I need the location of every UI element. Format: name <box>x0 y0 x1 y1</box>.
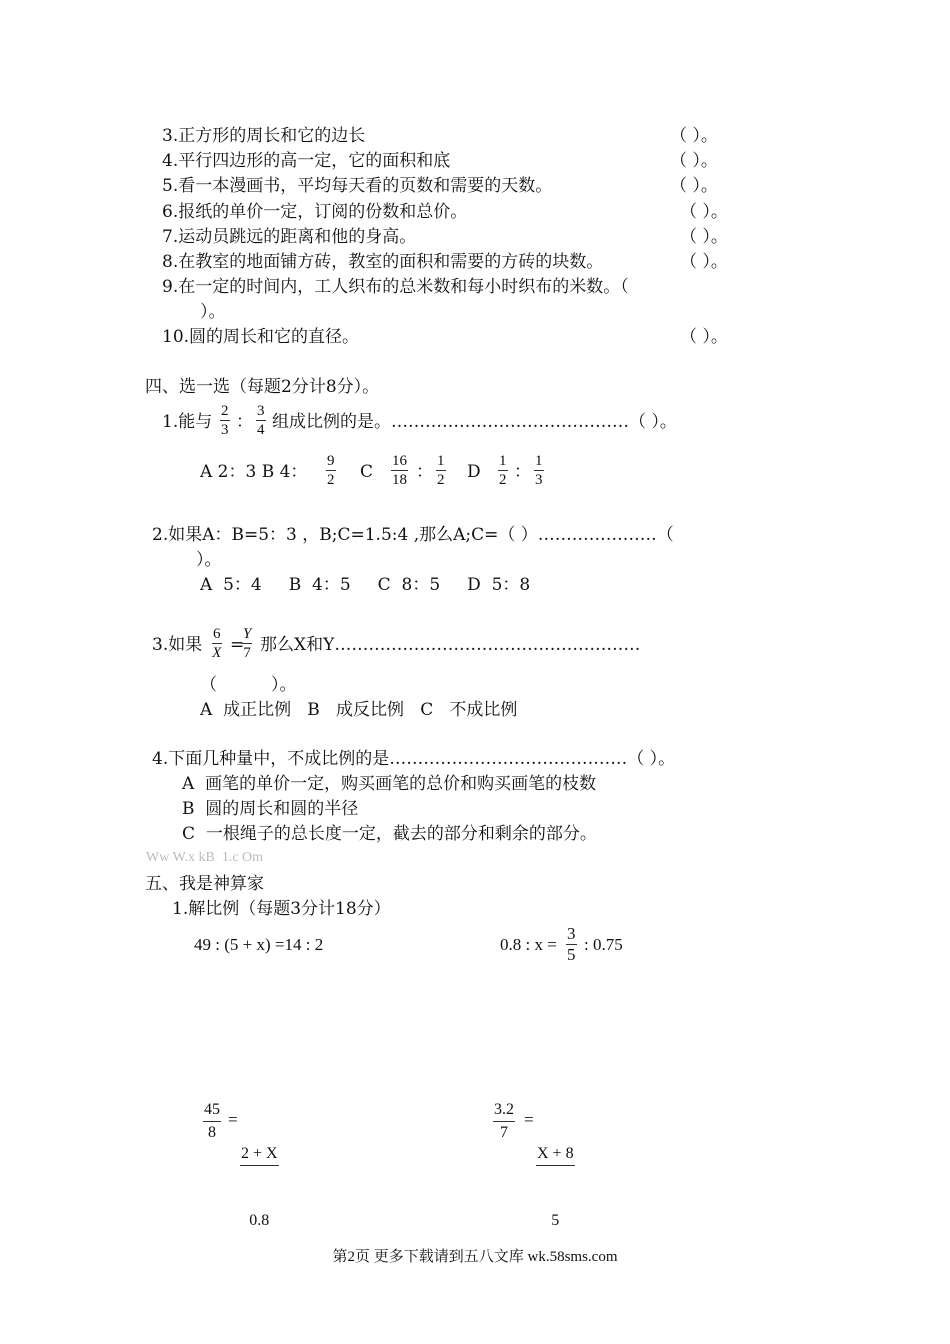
eq2-den: 5 <box>567 945 576 964</box>
item-9-answer: ）。 <box>200 302 226 322</box>
q1-f1-den: 3 <box>221 422 229 438</box>
eq2-num: 3 <box>567 924 576 943</box>
item-6: 6.报纸的单价一定，订阅的份数和总价。 <box>162 202 468 222</box>
q3-equals: = <box>230 635 245 655</box>
q3-options: A 成正比例 B 成反比例 C 不成比例 <box>200 700 518 720</box>
section-4-heading: 四、选一选（每题2分计8分）。 <box>145 377 380 397</box>
q1-f1-num: 2 <box>221 403 229 419</box>
q1-suffix: 组成比例的是。……………………………………（ ）。 <box>272 412 677 432</box>
q1-optC-den2: 2 <box>437 472 445 488</box>
q1-optB-den: 2 <box>327 472 335 488</box>
eq3-lhs-den: 8 <box>208 1124 216 1141</box>
eq4-rhs-den: 5 <box>551 1212 560 1229</box>
q1-optD-den1: 2 <box>499 472 507 488</box>
q1-optD-fraction-2 <box>534 452 544 489</box>
item-4: 4.平行四边形的高一定，它的面积和底 <box>162 151 451 171</box>
watermark: Ww W.x kB 1.c Om <box>146 850 264 865</box>
equation-4-equals: = <box>524 1110 534 1129</box>
q1-fraction-2 <box>256 402 266 439</box>
section-5-subheading: 1.解比例（每题3分计18分） <box>172 899 391 919</box>
eq4-lhs-den: 7 <box>500 1124 508 1141</box>
q2-answer: ）。 <box>196 550 222 570</box>
equation-3-lhs <box>203 1099 221 1144</box>
item-8: 8.在教室的地面铺方砖，教室的面积和需要的方砖的块数。 <box>162 252 604 272</box>
q1-optC-fraction-2 <box>436 452 446 489</box>
q3-f1-den: X <box>212 645 222 661</box>
q1-prefix: 1.能与 <box>162 412 213 432</box>
q3-f1-num: 6 <box>213 626 221 642</box>
item-10: 10.圆的周长和它的直径。 <box>162 327 360 347</box>
q1-optD-num2: 1 <box>535 453 543 469</box>
section-5-heading: 五、我是神算家 <box>145 874 264 894</box>
item-10-answer: （ ）。 <box>680 327 728 347</box>
q1-optC-den1: 18 <box>392 472 407 488</box>
q1-optC-label: C <box>360 462 374 482</box>
q4-option-b: B 圆的周长和圆的半径 <box>182 799 359 819</box>
q1-optC-colon: ： <box>416 462 433 482</box>
item-4-answer: （ ）。 <box>670 151 718 171</box>
eq4-lhs-num: 3.2 <box>493 1099 515 1122</box>
q1-options-ab: A 2：3 B 4： <box>200 462 308 482</box>
q1-fraction-1 <box>220 402 230 439</box>
q1-optB-num: 9 <box>327 453 335 469</box>
q3-f2-num: Y <box>243 626 252 642</box>
q3-suffix: 那么X和Y……………………………………………… <box>260 635 641 655</box>
q4-option-a: A 画笔的单价一定，购买画笔的总价和购买画笔的枝数 <box>182 774 597 794</box>
q3-fraction-2 <box>242 625 252 662</box>
item-6-answer: （ ）。 <box>680 202 728 222</box>
q1-colon: ： <box>236 412 253 432</box>
equation-4-lhs <box>493 1099 515 1144</box>
q3-fraction-1 <box>212 625 222 662</box>
q1-optD-label: D <box>467 462 481 482</box>
equation-2-fraction <box>566 924 577 965</box>
eq4-rhs-num: X + 8 <box>536 1143 575 1166</box>
item-3-answer: （ ）。 <box>670 126 718 146</box>
q4-option-c: C 一根绳子的总长度一定，截去的部分和剩余的部分。 <box>182 824 597 844</box>
q1-f2-num: 3 <box>257 403 265 419</box>
equation-3-rhs <box>240 1099 279 1254</box>
equation-2-suffix: : 0.75 <box>584 935 623 954</box>
q1-optC-num1: 16 <box>392 453 407 469</box>
page-footer: 第2页 更多下载请到五八文库 wk.58sms.com <box>332 1249 618 1265</box>
q2-options: A 5：4 B 4：5 C 8：5 D 5：8 <box>200 575 531 595</box>
q1-optD-colon: ： <box>514 462 531 482</box>
q4-text: 4.下面几种量中，不成比例的是……………………………………（ ）。 <box>152 749 676 769</box>
item-5: 5.看一本漫画书，平均每天看的页数和需要的天数。 <box>162 176 553 196</box>
q1-optC-fraction-1 <box>391 452 408 489</box>
q1-optB-fraction <box>326 452 336 489</box>
equation-3-equals: = <box>228 1110 238 1129</box>
item-5-answer: （ ）。 <box>670 176 718 196</box>
q1-optC-num2: 1 <box>437 453 445 469</box>
equation-4-rhs <box>536 1099 575 1254</box>
q3-prefix: 3.如果 <box>152 635 203 655</box>
item-9: 9.在一定的时间内，工人织布的总米数和每小时织布的米数。（ <box>162 277 629 297</box>
item-7: 7.运动员跳远的距离和他的身高。 <box>162 227 417 247</box>
eq3-rhs-den: 0.8 <box>249 1212 270 1229</box>
q2-text: 2.如果A：B=5：3 ，B;C=1.5:4 ,那么A;C=（ ）…………………（ <box>152 525 674 545</box>
equation-1: 49 : (5 + x) =14 : 2 <box>194 935 324 954</box>
q3-f2-den: 7 <box>243 645 251 661</box>
q1-f2-den: 4 <box>257 422 265 438</box>
eq3-rhs-num: 2 + X <box>240 1143 279 1166</box>
item-7-answer: （ ）。 <box>680 227 728 247</box>
q3-answer: （ ）。 <box>200 675 297 695</box>
q1-optD-num1: 1 <box>499 453 507 469</box>
q1-optD-fraction-1 <box>498 452 508 489</box>
item-8-answer: （ ）。 <box>680 252 728 272</box>
eq3-lhs-num: 45 <box>203 1099 221 1122</box>
item-3: 3.正方形的周长和它的边长 <box>162 126 366 146</box>
q1-optD-den2: 3 <box>535 472 543 488</box>
equation-2-prefix: 0.8 : x = <box>500 935 557 954</box>
